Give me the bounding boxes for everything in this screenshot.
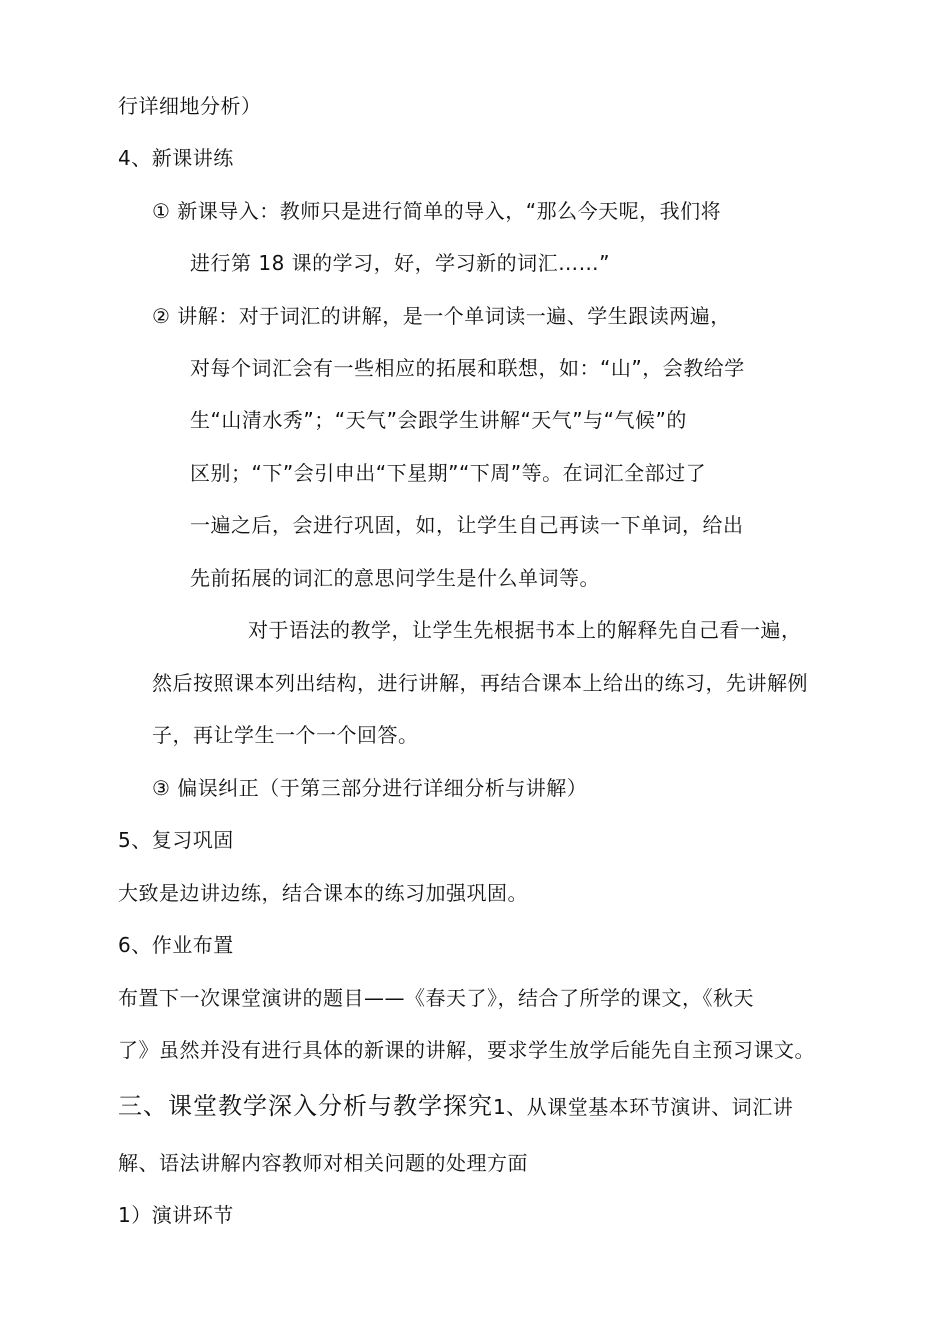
list-item-intro: ① 新课导入：教师只是进行简单的导入，“那么今天呢，我们将 [152,199,722,223]
paragraph-line: 对于语法的教学，让学生先根据书本上的解释先自己看一遍， [248,618,802,642]
paragraph-line: 生“山清水秀”；“天气”会跟学生讲解“天气”与“气候”的 [190,408,687,432]
section-title-new-lesson: 4、新课讲练 [118,146,234,170]
paragraph-line: 了》虽然并没有进行具体的新课的讲解，要求学生放学后能先自主预习课文。 [118,1038,815,1062]
paragraph-line: 一遍之后，会进行巩固，如，让学生自己再读一下单词，给出 [190,513,744,537]
paragraph-line: 进行第 18 课的学习，好，学习新的词汇……” [190,251,611,275]
section-heading-title: 三、课堂教学深入分析与教学探究 [118,1092,493,1120]
paragraph-line: 子，再让学生一个一个回答。 [152,723,419,747]
section-heading-line [118,1092,793,1121]
paragraph-line: 区别；“下”会引申出“下星期”“下周”等。在词汇全部过了 [190,461,707,485]
subsection-title-speech: 1）演讲环节 [118,1203,234,1227]
paragraph-line: 先前拓展的词汇的意思问学生是什么单词等。 [190,566,600,590]
paragraph-line: 然后按照课本列出结构，进行讲解，再结合课本上给出的练习，先讲解例 [152,671,808,695]
paragraph-line: 对每个词汇会有一些相应的拓展和联想，如：“山”，会教给学 [190,356,745,380]
paragraph-line: 大致是边讲边练，结合课本的练习加强巩固。 [118,881,528,905]
section-title-homework: 6、作业布置 [118,933,234,957]
list-item-explanation: ② 讲解：对于词汇的讲解，是一个单词读一遍、学生跟读两遍， [152,304,731,328]
paragraph-line: 行详细地分析） [118,94,262,118]
list-item-error-correction: ③ 偏误纠正（于第三部分进行详细分析与讲解） [152,776,588,800]
paragraph-line: 解、语法讲解内容教师对相关问题的处理方面 [118,1151,528,1175]
paragraph-line: 布置下一次课堂演讲的题目——《春天了》，结合了所学的课文，《秋天 [118,986,754,1010]
section-title-review: 5、复习巩固 [118,828,234,852]
section-heading-continuation: 1、从课堂基本环节演讲、词汇讲 [493,1095,794,1119]
